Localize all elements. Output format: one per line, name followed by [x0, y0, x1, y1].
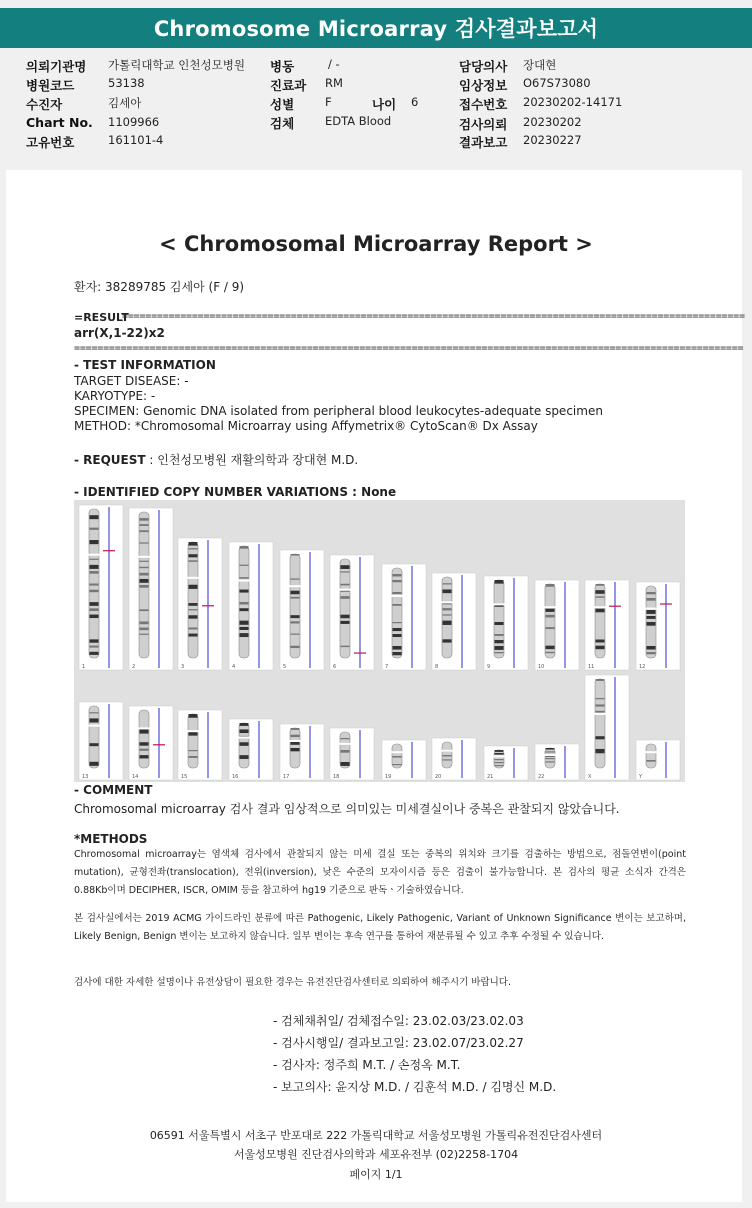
- methods-paragraph-2: 본 검사실에서는 2019 ACMG 가이드라인 분류에 따른 Pathogenic, Likely Pathogenic, Variant of Unknown Significance 변이는 보고하며, Likely Benign, Benign 변이는 보고하지 않습니다. 일부 변이는 후속 연구를 통하여 재분류될 수 있고 추후 수정될 수 있습니다.: [74, 913, 686, 942]
- comment-text: Chromosomal microarray 검사 결과 임상적으로 의미있는 미세결실이나 중복은 관찰되지 않았습니다.: [74, 802, 620, 816]
- row1-band-6-6: [341, 596, 350, 599]
- row1-band-1-15: [90, 602, 99, 606]
- row1-label-4: 4: [232, 664, 236, 670]
- row1-band-1-16: [90, 608, 99, 611]
- row2-band-13-1: [90, 712, 99, 713]
- row1-band-12-11: [647, 652, 656, 654]
- row1-cell-11: [585, 580, 629, 670]
- row2-band-17-1: [291, 735, 300, 737]
- row2-band-13-9: [90, 762, 99, 766]
- row1-cell-6: [330, 555, 374, 670]
- row1-band-9-0: [495, 580, 504, 584]
- info-line-collection: - 검체채취일/ 검체접수일: 23.02.03/23.02.03: [273, 1014, 524, 1028]
- footer-page-number: 페이지 1/1: [349, 1168, 403, 1181]
- row2-cell-16: [229, 719, 273, 780]
- row2-cell-15: [178, 710, 222, 780]
- row1-band-5-4: [291, 578, 300, 579]
- row2-band-21-3: [495, 759, 504, 760]
- row1-band-3-2: [189, 554, 198, 557]
- row1-band-11-1: [596, 590, 605, 594]
- request-line: [74, 451, 358, 468]
- row1-band-12-4: [647, 610, 656, 614]
- row1-band-10-5: [546, 615, 555, 618]
- row2-band-13-6: [90, 743, 99, 746]
- row1-centromere-1: [88, 554, 100, 556]
- row1-band-1-21: [90, 639, 99, 642]
- karyotype: KARYOTYPE: -: [74, 389, 156, 403]
- row1-band-9-11: [495, 646, 504, 650]
- row2-label-X: X: [588, 774, 592, 780]
- row2-band-X-4: [596, 704, 605, 706]
- info-line-reporter: - 보고의사: 윤지상 M.D. / 김훈석 M.D. / 김명신 M.D.: [273, 1080, 557, 1094]
- row1-band-4-0: [240, 546, 249, 549]
- row1-band-6-14: [341, 646, 350, 647]
- result-value: arr(X,1-22)x2: [74, 326, 165, 340]
- comment-heading: - COMMENT: [74, 783, 153, 797]
- row1-band-8-7: [443, 621, 452, 625]
- row2-label-22: 22: [538, 774, 545, 780]
- row1-cell-2: [129, 508, 173, 670]
- label-physician: 담당의사: [459, 59, 508, 74]
- row2-label-Y: Y: [639, 774, 643, 780]
- row2-centromere-19: [391, 751, 403, 753]
- result-divider: ===========================================================================================================: [122, 311, 745, 322]
- row1-band-12-5: [647, 616, 656, 619]
- value-age: 6: [411, 95, 419, 109]
- row1-band-1-17: [90, 615, 99, 619]
- row2-band-21-1: [495, 753, 504, 755]
- report-title-text: Chromosome Microarray 검사결과보고서: [153, 17, 599, 41]
- value-sex: F: [325, 95, 332, 109]
- value-hospital-code: 53138: [108, 76, 145, 90]
- row2-chromosome-13: [89, 706, 99, 768]
- row1-band-12-2: [647, 598, 656, 601]
- row1-band-11-9: [596, 640, 605, 643]
- row1-label-6: 6: [333, 664, 337, 670]
- row1-band-7-11: [393, 634, 402, 637]
- row1-band-9-10: [495, 640, 504, 643]
- row1-band-7-9: [393, 622, 402, 623]
- row1-band-7-2: [393, 580, 402, 582]
- row1-band-1-9: [90, 565, 99, 569]
- row1-band-3-12: [189, 615, 198, 618]
- row1-band-9-9: [495, 634, 504, 636]
- row2-band-17-3: [291, 748, 300, 751]
- row1-band-7-10: [393, 628, 402, 631]
- row2-cell-13: [79, 702, 123, 780]
- row1-centromere-7: [391, 595, 403, 597]
- row1-band-2-18: [140, 622, 149, 625]
- karyogram: [74, 500, 685, 782]
- row1-band-6-2: [341, 571, 350, 572]
- row1-band-2-20: [140, 634, 149, 635]
- row2-centromere-18: [339, 743, 351, 745]
- row2-band-14-6: [140, 749, 149, 751]
- row1-band-1-23: [90, 652, 99, 655]
- row1-centromere-12: [645, 608, 657, 610]
- label-hospital-code: 병원코드: [26, 78, 75, 93]
- row1-band-2-2: [140, 524, 149, 526]
- row1-band-10-4: [546, 609, 555, 612]
- row1-band-2-12: [140, 585, 149, 588]
- row1-centromere-2: [138, 556, 150, 558]
- row2-band-16-0: [240, 723, 249, 726]
- row2-band-X-11: [596, 749, 605, 753]
- patient-line: 환자: 38289785 김세아 (F / 9): [74, 280, 245, 294]
- row2-band-15-7: [189, 756, 198, 758]
- row1-band-5-11: [291, 621, 300, 623]
- footer-department: 서울성모병원 진단검사의학과 세포유전부 (02)2258-1704: [233, 1148, 519, 1161]
- row1-band-6-9: [341, 615, 350, 619]
- row2-band-22-3: [546, 758, 555, 759]
- row2-label-16: 16: [232, 774, 239, 780]
- methods-paragraph-1: Chromosomal microarray는 염색체 검사에서 관찰되지 않는 미세 결실 또는 중복의 위치와 크기를 검출하는 방법으로, 점돌연변이(point mutation), 균형전좌(translocation), 전위(inversion), 낮은 수준의 모자이시즘 등은 검출이 불가능합니다. 본 검사의 평균 소식자 간격은 0.88Kb이며 DECIPHER, ISCR, OMIM 등을 참고하여 hg19 기준으로 판독ㆍ기술하였습니다.: [74, 849, 686, 896]
- row2-band-13-2: [90, 718, 99, 722]
- row2-centromere-13: [88, 725, 100, 727]
- row1-centromere-10: [544, 606, 556, 608]
- row1-band-1-5: [90, 540, 99, 544]
- row1-band-1-12: [90, 584, 99, 586]
- row1-band-12-6: [647, 622, 656, 626]
- row1-chromosome-8: [442, 577, 452, 658]
- row1-band-7-6: [393, 604, 402, 606]
- row1-band-2-16: [140, 609, 149, 611]
- row2-centromere-Y: [645, 751, 657, 753]
- row1-band-1-22: [90, 646, 99, 648]
- row1-band-5-6: [291, 591, 300, 595]
- row1-band-1-13: [90, 590, 99, 592]
- row1-label-10: 10: [538, 664, 545, 670]
- row1-band-4-9: [240, 602, 249, 604]
- row1-band-3-15: [189, 634, 198, 637]
- row1-band-6-1: [341, 565, 350, 569]
- row1-label-11: 11: [588, 664, 595, 670]
- row2-label-20: 20: [435, 774, 442, 780]
- label-department: 진료과: [270, 78, 307, 93]
- row2-band-21-5: [495, 765, 504, 766]
- row1-cell-10: [535, 580, 579, 670]
- row1-band-8-5: [443, 608, 452, 610]
- row1-band-9-12: [495, 652, 504, 653]
- value-department: RM: [325, 76, 343, 90]
- row1-band-4-12: [240, 621, 249, 625]
- row1-band-5-15: [291, 646, 300, 648]
- row1-band-5-10: [291, 615, 300, 618]
- row1-band-11-10: [596, 646, 605, 650]
- row2-chromosome-14: [139, 710, 149, 768]
- report-heading: < Chromosomal Microarray Report >: [159, 232, 593, 256]
- row2-centromere-17: [289, 740, 301, 742]
- row2-band-22-1: [546, 751, 555, 752]
- row1-band-11-4: [596, 609, 605, 613]
- row1-centromere-8: [441, 601, 453, 603]
- row2-band-X-5: [596, 711, 605, 713]
- method: METHOD: *Chromosomal Microarray using Affymetrix® CytoScan® Dx Assay: [74, 419, 538, 433]
- row1-band-8-2: [443, 589, 452, 593]
- row2-label-13: 13: [82, 774, 89, 780]
- row1-band-7-14: [393, 652, 402, 655]
- row2-cell-14: [129, 706, 173, 780]
- methods-paragraph-3: 검사에 대한 자세한 설명이나 유전상담이 필요한 경우는 유전진단검사센터로 의뢰하여 해주시기 바랍니다.: [74, 977, 512, 988]
- row1-band-10-7: [546, 627, 555, 629]
- row2-band-20-4: [443, 759, 452, 760]
- result-label: =RESULT: [74, 311, 129, 324]
- value-specimen: EDTA Blood: [325, 114, 392, 128]
- row1-centromere-4: [238, 580, 250, 582]
- row2-band-X-3: [596, 698, 605, 699]
- row1-band-3-14: [189, 627, 198, 629]
- value-clinical-info: O67S73080: [523, 76, 591, 90]
- row1-centromere-9: [493, 603, 505, 605]
- row1-cell-9: [484, 576, 528, 670]
- row2-band-18-3: [341, 750, 350, 753]
- row1-band-12-1: [647, 592, 656, 594]
- row2-label-18: 18: [333, 774, 340, 780]
- row2-label-17: 17: [283, 774, 290, 780]
- row2-label-19: 19: [385, 774, 392, 780]
- row1-band-4-14: [240, 633, 249, 637]
- row2-cell-17: [280, 724, 324, 780]
- value-report-date: 20230227: [523, 133, 582, 147]
- label-age: 나이: [372, 97, 397, 112]
- row1-band-3-1: [189, 548, 198, 549]
- label-specimen: 검체: [270, 116, 295, 131]
- row1-cell-7: [382, 564, 426, 670]
- row2-centromere-22: [544, 754, 556, 756]
- row1-band-1-3: [90, 528, 99, 530]
- row2-cell-18: [330, 728, 374, 780]
- row2-band-15-6: [189, 750, 198, 751]
- value-unique-no: 161101-4: [108, 133, 164, 147]
- row1-label-7: 7: [385, 664, 389, 670]
- row2-chromosome-X: [595, 679, 605, 768]
- row2-chromosome-Y: [646, 744, 656, 768]
- row2-cell-X: [585, 675, 629, 780]
- row1-chromosome-6: [340, 559, 350, 658]
- row1-band-4-7: [240, 590, 249, 593]
- row2-band-21-0: [495, 750, 504, 752]
- row1-band-1-8: [90, 559, 99, 560]
- row1-band-2-11: [140, 579, 149, 583]
- row2-band-X-0: [596, 679, 605, 681]
- row1-band-11-0: [596, 584, 605, 586]
- row1-band-4-5: [240, 577, 249, 579]
- row1-band-12-10: [647, 646, 656, 650]
- row1-band-2-8: [140, 561, 149, 562]
- row2-band-14-5: [140, 742, 149, 745]
- row2-band-Y-4: [647, 760, 656, 762]
- row2-label-21: 21: [487, 774, 494, 780]
- row1-band-2-19: [140, 628, 149, 631]
- label-accession: 접수번호: [459, 97, 508, 112]
- value-accession: 20230202-14171: [523, 95, 623, 109]
- row2-band-22-0: [546, 748, 555, 750]
- value-institution: 가톨릭대학교 인천성모병원: [108, 58, 245, 72]
- row2-label-14: 14: [132, 774, 139, 780]
- row1-band-10-10: [546, 646, 555, 649]
- row1-band-5-7: [291, 597, 300, 599]
- info-line-testing: - 검사시행일/ 결과보고일: 23.02.07/23.02.27: [273, 1036, 524, 1050]
- row1-band-1-1: [90, 515, 99, 519]
- value-chart-no: 1109966: [108, 115, 160, 129]
- label-ward: 병동: [270, 59, 295, 74]
- row1-label-5: 5: [283, 664, 287, 670]
- row1-label-9: 9: [487, 664, 491, 670]
- row1-cell-1: [79, 505, 123, 670]
- target-disease: TARGET DISEASE: -: [74, 374, 189, 388]
- row1-band-6-4: [341, 584, 350, 586]
- row1-band-1-10: [90, 571, 99, 574]
- row1-chromosome-5: [290, 554, 300, 658]
- row2-band-18-1: [341, 738, 350, 739]
- row1-centromere-5: [289, 585, 301, 587]
- label-request-date: 검사의뢰: [459, 117, 508, 132]
- row1-band-9-7: [495, 622, 504, 625]
- row1-band-10-0: [546, 584, 555, 587]
- row1-band-5-13: [291, 634, 300, 635]
- row2-band-15-3: [189, 732, 198, 736]
- karyogram-panel: [74, 500, 685, 782]
- row1-band-10-11: [546, 652, 555, 653]
- value-patient: 김세아: [108, 96, 142, 110]
- row1-centromere-11: [594, 606, 606, 608]
- row1-band-3-0: [189, 542, 198, 546]
- row1-cell-5: [280, 550, 324, 670]
- cnv-heading: - IDENTIFIED COPY NUMBER VARIATIONS : None: [74, 485, 397, 499]
- row1-label-12: 12: [639, 664, 646, 670]
- row2-centromere-20: [441, 750, 453, 752]
- value-ward: / -: [328, 57, 340, 71]
- row1-band-8-6: [443, 614, 452, 615]
- row1-band-8-1: [443, 583, 452, 584]
- row2-band-18-5: [341, 762, 350, 766]
- footer-address: 06591 서울특별시 서초구 반포대로 222 가톨릭대학교 서울성모병원 가톨릭유전진단검사센터: [149, 1129, 603, 1142]
- value-request-date: 20230202: [523, 115, 582, 129]
- label-report-date: 결과보고: [459, 135, 508, 150]
- row1-band-2-9: [140, 567, 149, 568]
- row2-band-22-4: [546, 761, 555, 762]
- row2-band-14-3: [140, 729, 149, 733]
- row1-cell-3: [178, 538, 222, 670]
- row1-band-7-13: [393, 646, 402, 650]
- row2-cell-Y: [636, 740, 680, 780]
- row2-chromosome-15: [188, 714, 198, 768]
- result-divider-bottom: ===================================================================================================================: [74, 343, 744, 354]
- row2-band-17-0: [291, 728, 300, 730]
- row1-band-7-4: [393, 592, 402, 594]
- label-chart-no: Chart No.: [26, 115, 93, 130]
- specimen: SPECIMEN: Genomic DNA isolated from peripheral blood leukocytes-adequate specimen: [74, 404, 603, 418]
- row2-band-19-5: [393, 764, 402, 765]
- row2-band-19-3: [393, 756, 402, 758]
- row1-band-3-3: [189, 560, 198, 562]
- row1-band-6-10: [341, 621, 350, 624]
- row2-band-16-3: [240, 742, 249, 746]
- label-clinical-info: 임상정보: [459, 78, 508, 93]
- row2-centromere-X: [594, 713, 606, 715]
- request-value: : 인천성모병원 재활의학과 장대현 M.D.: [145, 453, 359, 467]
- row1-band-3-7: [189, 585, 198, 589]
- test-info-heading: - TEST INFORMATION: [74, 358, 216, 372]
- row1-band-4-3: [240, 565, 249, 566]
- row2-centromere-15: [187, 730, 199, 732]
- row1-band-4-13: [240, 627, 249, 630]
- row1-centromere-6: [339, 589, 351, 591]
- row2-band-15-0: [189, 714, 198, 718]
- row1-band-11-2: [596, 596, 605, 597]
- row1-band-2-3: [140, 530, 149, 532]
- row1-band-4-10: [240, 608, 249, 611]
- row1-band-2-5: [140, 542, 149, 543]
- row2-band-21-4: [495, 762, 504, 763]
- label-unique-no: 고유번호: [26, 135, 75, 150]
- row2-band-20-3: [443, 755, 452, 756]
- row1-label-8: 8: [435, 664, 439, 670]
- row1-cell-12: [636, 582, 680, 670]
- row1-band-7-1: [393, 574, 402, 576]
- row1-band-3-10: [189, 603, 198, 606]
- row1-cell-4: [229, 542, 273, 670]
- row2-band-16-1: [240, 729, 249, 733]
- label-patient: 수진자: [26, 97, 63, 112]
- row1-band-2-10: [140, 573, 149, 576]
- label-institution: 의뢰기관명: [26, 59, 87, 74]
- row1-label-1: 1: [82, 664, 86, 670]
- header-info: [0, 52, 752, 152]
- row2-band-16-5: [240, 755, 249, 759]
- row1-label-3: 3: [181, 664, 185, 670]
- row1-band-5-0: [291, 554, 300, 556]
- value-physician: 장대현: [523, 58, 557, 72]
- row2-centromere-16: [238, 737, 250, 739]
- row1-chromosome-3: [188, 542, 198, 658]
- row2-label-15: 15: [181, 774, 188, 780]
- row2-centromere-14: [138, 727, 150, 729]
- row1-band-8-10: [443, 639, 452, 642]
- row2-band-14-7: [140, 755, 149, 758]
- info-line-technician: - 검사자: 정주희 M.T. / 손정옥 M.T.: [273, 1058, 461, 1072]
- row1-band-3-11: [189, 609, 198, 610]
- row1-centromere-3: [187, 577, 199, 579]
- request-label: - REQUEST: [74, 453, 146, 467]
- label-sex: 성별: [270, 97, 295, 112]
- row2-centromere-21: [493, 755, 505, 757]
- row1-band-2-1: [140, 518, 149, 521]
- row2-band-X-9: [596, 736, 605, 739]
- methods-heading: *METHODS: [74, 832, 148, 846]
- report-title-bar: [0, 8, 752, 48]
- row1-label-2: 2: [132, 664, 136, 670]
- row1-cell-8: [432, 573, 476, 670]
